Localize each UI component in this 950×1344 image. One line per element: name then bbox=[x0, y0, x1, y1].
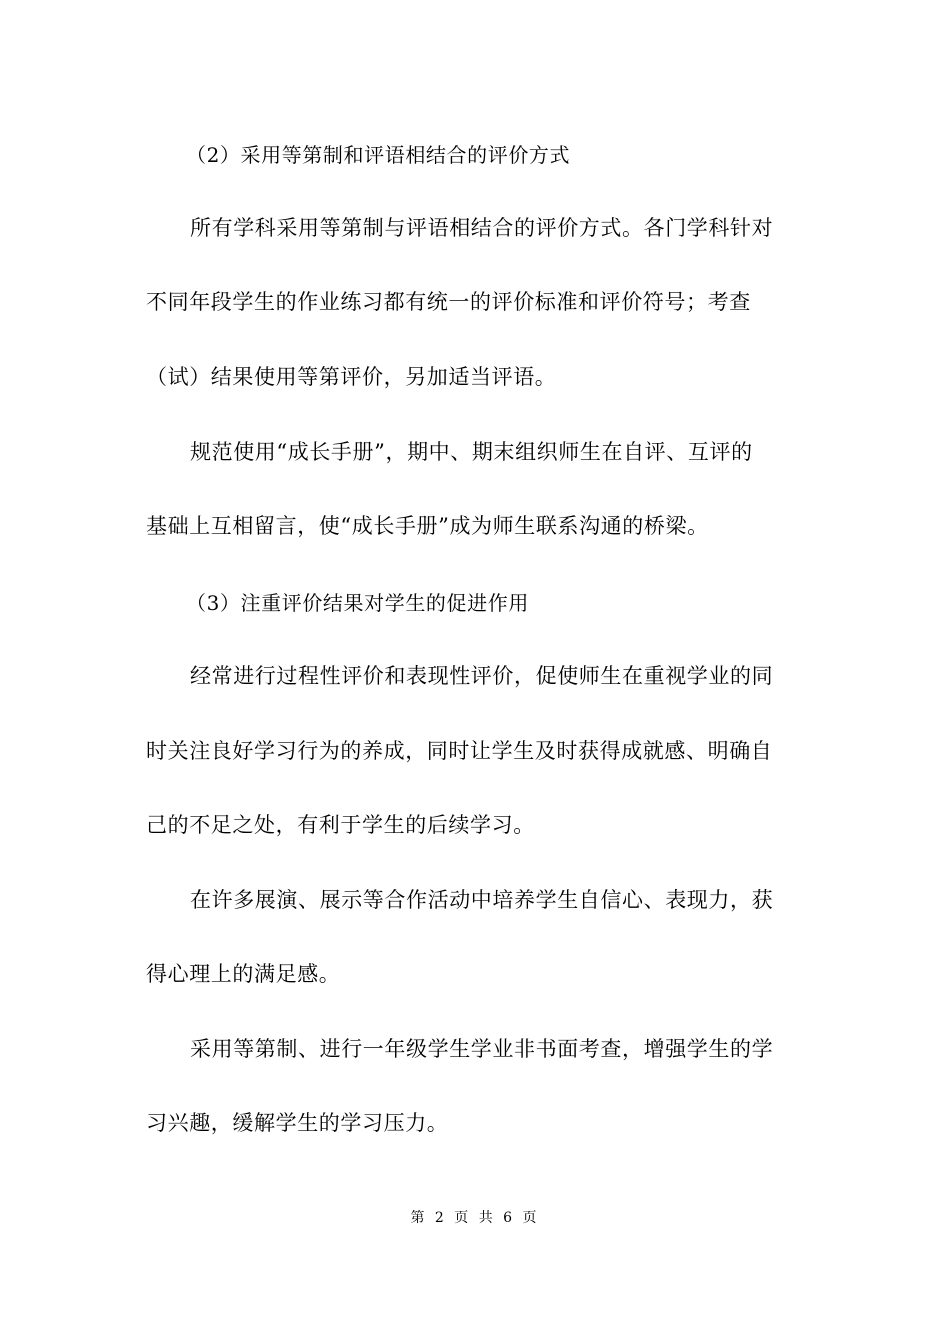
paragraph-line: 所有学科采用等第制与评语相结合的评价方式。各门学科针对 bbox=[190, 216, 774, 240]
section-heading-3: （3）注重评价结果对学生的促进作用 bbox=[186, 591, 529, 615]
paragraph-line: 己的不足之处，有利于学生的后续学习。 bbox=[146, 813, 535, 837]
page-number-footer: 第 2 页 共 6 页 bbox=[410, 1210, 540, 1226]
paragraph-line: 在许多展演、展示等合作活动中培养学生自信心、表现力，获 bbox=[190, 888, 774, 912]
paragraph-line: 习兴趣，缓解学生的学习压力。 bbox=[146, 1111, 449, 1135]
paragraph-line: 基础上互相留言，使“成长手册”成为师生联系沟通的桥梁。 bbox=[146, 514, 709, 538]
paragraph-line: 采用等第制、进行一年级学生学业非书面考查，增强学生的学 bbox=[190, 1037, 774, 1061]
paragraph-line: 时关注良好学习行为的养成，同时让学生及时获得成就感、明确自 bbox=[146, 739, 773, 763]
paragraph-line: 不同年段学生的作业练习都有统一的评价标准和评价符号；考查 bbox=[146, 290, 751, 314]
paragraph-line: 经常进行过程性评价和表现性评价，促使师生在重视学业的同 bbox=[190, 664, 774, 688]
section-heading-2: （2）采用等第制和评语相结合的评价方式 bbox=[186, 143, 571, 167]
paragraph-line: 规范使用“成长手册”，期中、期末组织师生在自评、互评的 bbox=[190, 440, 753, 464]
paragraph-line: 得心理上的满足感。 bbox=[146, 962, 341, 986]
paragraph-line: （试）结果使用等第评价，另加适当评语。 bbox=[146, 365, 557, 389]
